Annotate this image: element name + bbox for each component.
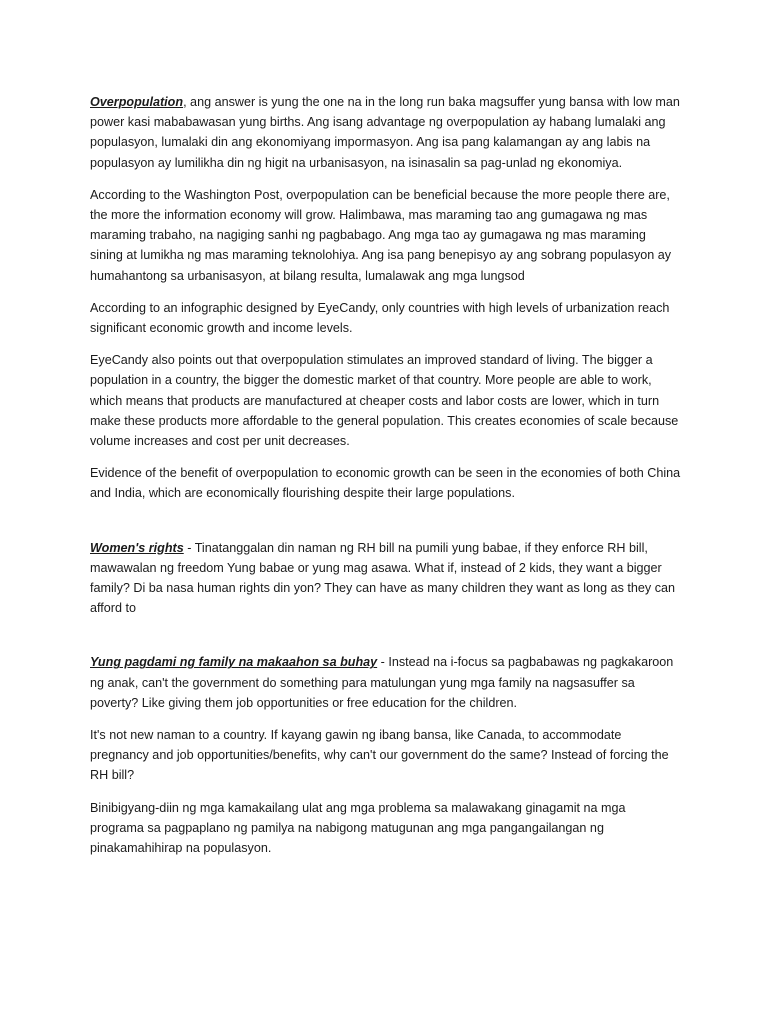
heading-womens-rights: Women's rights bbox=[90, 540, 184, 555]
paragraph-family-planning: Binibigyang-diin ng mga kamakailang ulat ang mga problema sa malawakang ginagamit na mga programa sa pagpaplano ng pamilya na nabigong matugunan ang mga pangangailangan ng pinakamahihirap na populasyon. bbox=[90, 800, 626, 856]
section-spacer bbox=[90, 516, 682, 538]
paragraph-overpopulation-intro bbox=[90, 92, 682, 173]
paragraph-family-poverty bbox=[90, 652, 682, 713]
paragraph-china-india: Evidence of the benefit of overpopulation to economic growth can be seen in the economies of both China and India, which are economically flourishing despite their large populations. bbox=[90, 466, 681, 501]
paragraph-womens-rights bbox=[90, 538, 682, 619]
heading-family: Yung pagdami ng family na makaahon sa buhay bbox=[90, 655, 378, 670]
paragraph-washington-post: According to the Washington Post, overpopulation can be beneficial because the more people there are, the more the information economy will grow. Halimbawa, mas maraming tao ang gumagawa ng mas maraming trabaho, na nagiging sanhi ng pagbabago. Ang mga tao ay gumagawa ng mas maraming sining at lumikha ng mas maraming teknolohiya. Ang isa pang benepisyo ay ang sobrang populasyon ay humahantong sa urbanisasyon, at bilang resulta, lumalawak ang mga lungsod bbox=[90, 187, 672, 283]
heading-overpopulation: Overpopulation bbox=[90, 95, 184, 109]
paragraph-text: , ang answer is yung the one na in the long run baka magsuffer yung bansa with low man power kasi mababawasan yung births. Ang isang advantage ng overpopulation ay habang lumalaki ang populasyon, lumalaki din ang ekonomiyang impormasyon. Ang isa pang kalamangan ay ang labis na populasyon ay lumilikha din ng higit na urbanisasyon, na isinasalin sa pag-unlad ng ekonomiya. bbox=[90, 95, 680, 170]
paragraph-text: - Tinatanggalan din naman ng RH bill na pumili yung babae, if they enforce RH bill, mawawalan ng freedom Yung babae or yung mag asawa. What if, instead of 2 kids, they want a bigger family? Di ba nasa human rights din yon? They can have as many children they want as long as they can afford to bbox=[90, 540, 676, 616]
section-spacer bbox=[90, 630, 682, 652]
paragraph-eyecandy-standard-of-living: EyeCandy also points out that overpopulation stimulates an improved standard of living. The bigger a population in a country, the bigger the domestic market of that country. More people are able to work, which means that products are manufactured at cheaper costs and labor costs are lower, which in turn make these products more affordable to the general population. This creates economies of scale because volume increases and cost per unit decreases. bbox=[90, 353, 679, 449]
paragraph-eyecandy-infographic: According to an infographic designed by EyeCandy, only countries with high levels of urbanization reach significant economic growth and income levels. bbox=[90, 300, 670, 336]
paragraph-canada: It's not new naman to a country. If kayang gawin ng ibang bansa, like Canada, to accommodate pregnancy and job opportunities/benefits, why can't our government do the same? Instead of forcing the RH bill? bbox=[90, 728, 669, 783]
paragraph-text: - Instead na i-focus sa pagbabawas ng pagkakaroon ng anak, can't the government do something para matulungan yung mga family na nagsasuffer sa poverty? Like giving them job opportunities or free education for the children. bbox=[90, 655, 674, 710]
document-body bbox=[90, 92, 682, 870]
